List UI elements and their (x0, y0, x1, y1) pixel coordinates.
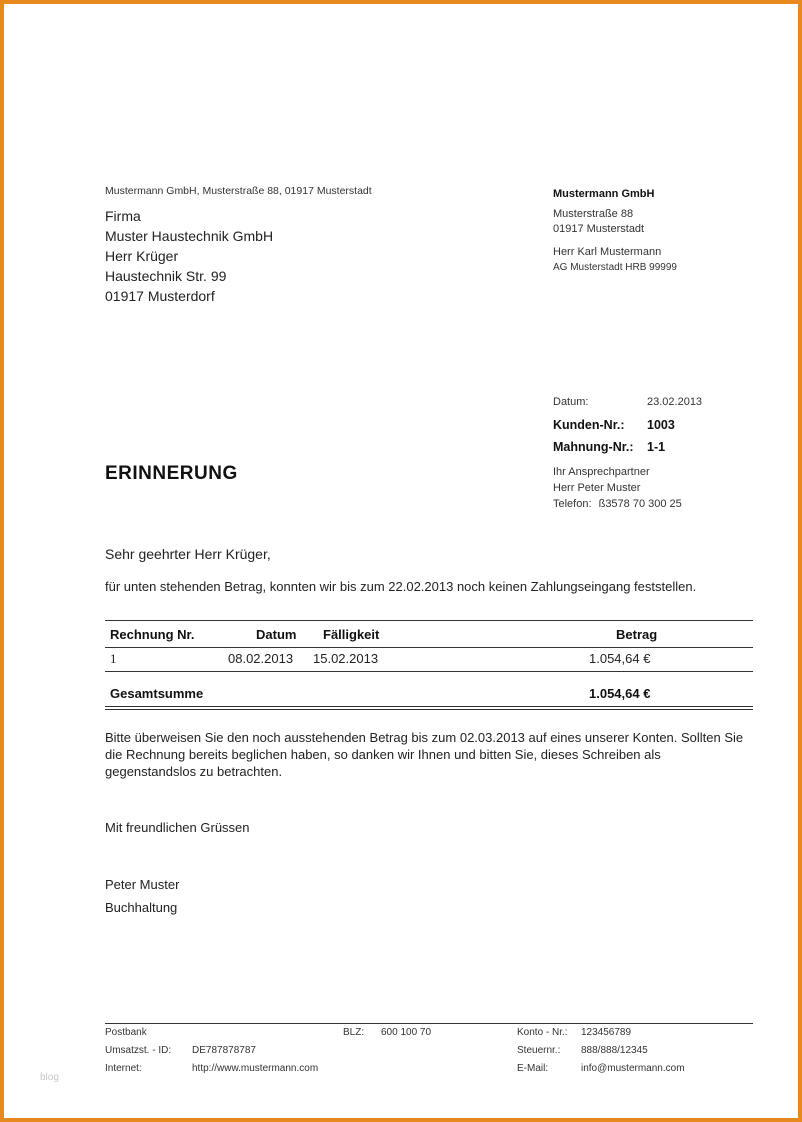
footer-blz-value: 600 100 70 (381, 1027, 432, 1038)
contact-block (553, 464, 702, 512)
watermark: blog (40, 1072, 59, 1083)
customer-row (553, 418, 702, 440)
footer-web-label: Internet: (105, 1063, 142, 1074)
footer-vat-value: DE787878787 (192, 1045, 256, 1056)
reminder-label: Mahnung-Nr.: (553, 440, 634, 454)
phone-value: ß3578 70 300 25 (598, 498, 682, 510)
greeting: Sehr geehrter Herr Krüger, (105, 546, 271, 562)
signature-block (105, 873, 179, 919)
total-rule-2 (105, 709, 753, 710)
total-rule-1 (105, 706, 753, 707)
signer-department: Buchhaltung (105, 900, 178, 915)
recipient-line: Firma (105, 208, 141, 224)
recipient-address (105, 206, 273, 306)
recipient-line: Muster Haustechnik GmbH (105, 228, 274, 244)
company-name: Mustermann GmbH (553, 188, 655, 200)
contact-name: Herr Peter Muster (553, 482, 641, 494)
contact-heading: Ihr Ansprechpartner (553, 466, 650, 478)
company-street: Musterstraße 88 (553, 208, 634, 220)
cell-invoice: 1 (110, 651, 117, 666)
phone-label: Telefon: (553, 498, 592, 510)
date-label: Datum: (553, 396, 589, 408)
reminder-value: 1-1 (647, 440, 666, 454)
letter-meta (553, 396, 702, 512)
recipient-line: Haustechnik Str. 99 (105, 268, 227, 284)
recipient-line: 01917 Musterdorf (105, 288, 215, 304)
recipient-line: Herr Krüger (105, 248, 179, 264)
company-register: AG Musterstadt HRB 99999 (553, 262, 677, 273)
footer-mail-label: E-Mail: (517, 1063, 549, 1074)
total-value: 1.054,64 € (589, 686, 651, 701)
footer-mail-link[interactable]: info@mustermann.com (581, 1063, 685, 1074)
footer-blz-label: BLZ: (343, 1027, 365, 1038)
col-header-date: Datum (256, 627, 297, 642)
company-city: 01917 Musterstadt (553, 223, 645, 235)
cell-date: 08.02.2013 (228, 651, 294, 666)
footer-tax-value: 888/888/12345 (581, 1045, 648, 1056)
closing: Mit freundlichen Grüssen (105, 820, 250, 835)
row-rule (105, 671, 753, 672)
footer-tax-label: Steuernr.: (517, 1045, 561, 1056)
signer-name: Peter Muster (105, 877, 180, 892)
phone-row (553, 496, 702, 512)
company-info (553, 187, 677, 275)
reminder-row (553, 440, 702, 462)
col-header-due: Fälligkeit (323, 627, 380, 642)
body-text: Bitte überweisen Sie den noch ausstehenden Betrag bis zum 02.03.2013 auf eines unserer Konten. Sollten Sie die Rechnung bereits beglichen haben, so danken wir Ihnen und bitten Sie, dieses Schreiben als gegenstandslos zu betrachten. (105, 730, 744, 779)
date-value: 23.02.2013 (647, 396, 703, 408)
total-label: Gesamtsumme (110, 686, 204, 701)
footer-web-link[interactable]: http://www.mustermann.com (192, 1063, 319, 1074)
header-rule (105, 647, 753, 648)
col-header-invoice: Rechnung Nr. (110, 627, 195, 642)
col-header-amount: Betrag (616, 627, 658, 642)
intro-text: für unten stehenden Betrag, konnten wir bis zum 22.02.2013 noch keinen Zahlungseingang feststellen. (105, 579, 697, 594)
cell-amount: 1.054,64 € (589, 651, 651, 666)
date-row (553, 396, 702, 418)
company-ceo: Herr Karl Mustermann (553, 246, 662, 258)
footer-account-label: Konto - Nr.: (517, 1027, 568, 1038)
footer-account-value: 123456789 (581, 1027, 632, 1038)
customer-value: 1003 (647, 418, 675, 432)
footer-rule (105, 1023, 753, 1024)
sender-return-address: Mustermann GmbH, Musterstraße 88, 01917 Musterstadt (105, 185, 372, 197)
cell-due: 15.02.2013 (313, 651, 379, 666)
footer-vat-label: Umsatzst. - ID: (105, 1045, 172, 1056)
footer-bank: Postbank (105, 1027, 147, 1038)
letter-title: ERINNERUNG (105, 463, 238, 484)
table-top-rule (105, 620, 753, 621)
customer-label: Kunden-Nr.: (553, 418, 625, 432)
